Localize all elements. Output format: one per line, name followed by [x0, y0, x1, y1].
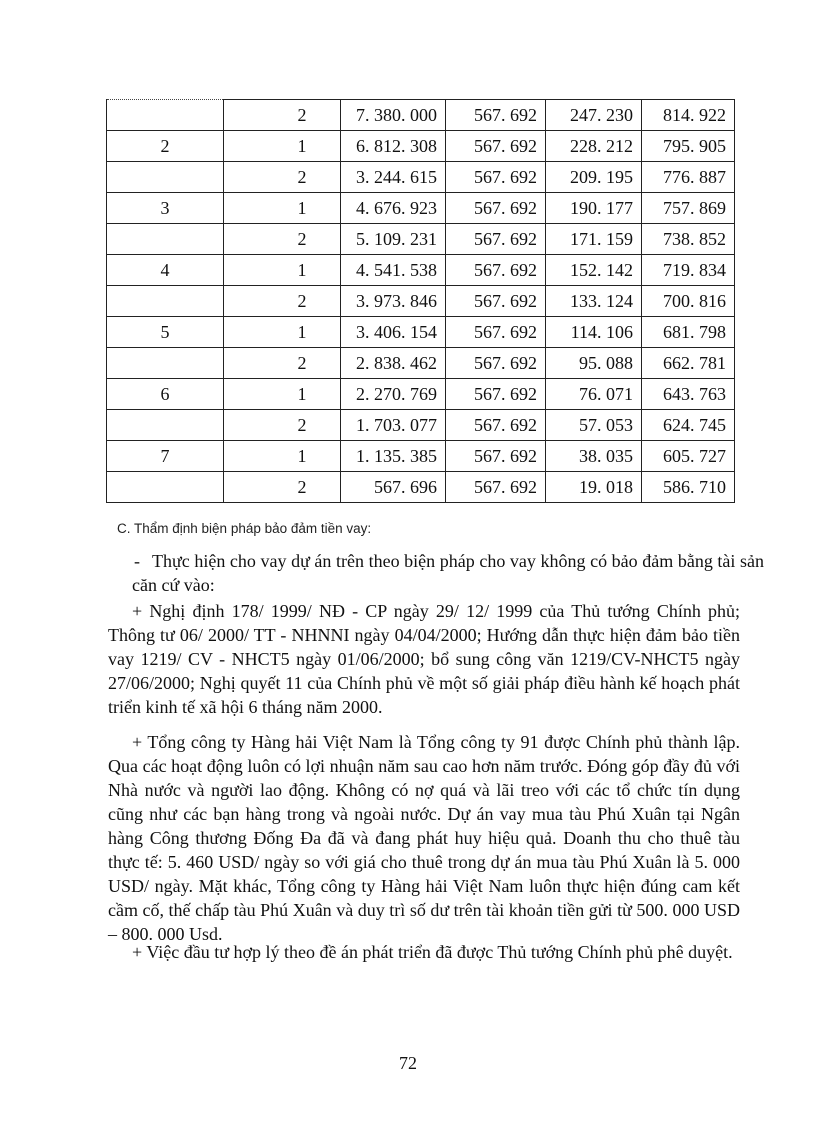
- repayment-cell: 567. 692: [446, 472, 546, 503]
- half-cell: 2: [224, 348, 341, 379]
- interest-cell: 171. 159: [546, 224, 642, 255]
- table-row: [107, 100, 735, 131]
- principal-cell: 7. 380. 000: [341, 100, 446, 131]
- paragraph-corporation: + Tổng công ty Hàng hải Việt Nam là Tổng công ty 91 được Chính phủ thành lập. Qua các hoạt động luôn có lợi nhuận năm sau cao hơn năm trước. Đóng góp đầy đủ với Nhà nước và người lao động. Không có nợ quá và lãi treo với các tổ chức tín dụng cũng như các bạn hàng trong và ngoài nước. Dự án vay mua tàu Phú Xuân tại Ngân hàng Công thương Đống Đa đã và đang phát huy hiệu quả. Doanh thu cho thuê tàu thực tế: 5. 460 USD/ ngày so với giá cho thuê trong dự án mua tàu Phú Xuân là 5. 000 USD/ ngày. Mặt khác, Tổng công ty Hàng hải Việt Nam luôn thực hiện đúng cam kết cầm cố, thế chấp tàu Phú Xuân và duy trì số dư trên tài khoản tiền gửi từ 500. 000 USD – 800. 000 Usd.: [108, 732, 740, 944]
- repayment-cell: 567. 692: [446, 441, 546, 472]
- paragraph-investment: + Việc đầu tư hợp lý theo đề án phát triển đã được Thủ tướng Chính phủ phê duyệt.: [132, 942, 733, 962]
- table-row: [107, 286, 735, 317]
- paragraph-intro-text: Thực hiện cho vay dự án trên theo biện pháp cho vay không có bảo đảm bằng tài sản căn cứ vào:: [132, 551, 764, 595]
- interest-cell: 152. 142: [546, 255, 642, 286]
- total-cell: 586. 710: [642, 472, 735, 503]
- year-cell: 4: [107, 255, 224, 286]
- year-cell: [107, 100, 224, 131]
- year-cell: [107, 472, 224, 503]
- principal-cell: 5. 109. 231: [341, 224, 446, 255]
- repayment-cell: 567. 692: [446, 286, 546, 317]
- section-caption: C. Thẩm định biện pháp bảo đảm tiền vay:: [117, 521, 372, 536]
- year-cell: 2: [107, 131, 224, 162]
- table-row: [107, 410, 735, 441]
- half-cell: 2: [224, 472, 341, 503]
- half-cell: 1: [224, 441, 341, 472]
- principal-cell: 4. 676. 923: [341, 193, 446, 224]
- repayment-cell: 567. 692: [446, 224, 546, 255]
- total-cell: 757. 869: [642, 193, 735, 224]
- total-cell: 795. 905: [642, 131, 735, 162]
- total-cell: 624. 745: [642, 410, 735, 441]
- half-cell: 1: [224, 193, 341, 224]
- repayment-cell: 567. 692: [446, 348, 546, 379]
- year-cell: [107, 224, 224, 255]
- repayment-cell: 567. 692: [446, 410, 546, 441]
- interest-cell: 76. 071: [546, 379, 642, 410]
- half-cell: 2: [224, 224, 341, 255]
- year-cell: 6: [107, 379, 224, 410]
- total-cell: 776. 887: [642, 162, 735, 193]
- interest-cell: 95. 088: [546, 348, 642, 379]
- repayment-cell: 567. 692: [446, 255, 546, 286]
- table-row: [107, 131, 735, 162]
- half-cell: 2: [224, 100, 341, 131]
- total-cell: 719. 834: [642, 255, 735, 286]
- repayment-schedule-table: [106, 99, 735, 503]
- half-cell: 2: [224, 410, 341, 441]
- repayment-cell: 567. 692: [446, 317, 546, 348]
- half-cell: 2: [224, 162, 341, 193]
- paragraph-legal-basis: + Nghị định 178/ 1999/ NĐ - CP ngày 29/ 12/ 1999 của Thủ tướng Chính phủ; Thông tư 06/ 2000/ TT - NHNNI ngày 04/04/2000; Hướng dẫn thực hiện đảm bảo tiền vay 1219/ CV - NHCT5 ngày 01/06/2000; bổ sung công văn 1219/CV-NHCT5 ngày 27/06/2000; Nghị quyết 11 của Chính phủ về một số giải pháp điều hành kế hoạch phát triển kinh tế xã hội 6 tháng năm 2000.: [108, 601, 740, 717]
- paragraph-intro: [108, 549, 764, 597]
- bullet-dash: -: [134, 551, 140, 571]
- year-cell: 5: [107, 317, 224, 348]
- repayment-cell: 567. 692: [446, 131, 546, 162]
- total-cell: 814. 922: [642, 100, 735, 131]
- year-cell: [107, 162, 224, 193]
- principal-cell: 3. 973. 846: [341, 286, 446, 317]
- interest-cell: 38. 035: [546, 441, 642, 472]
- total-cell: 605. 727: [642, 441, 735, 472]
- principal-cell: 3. 406. 154: [341, 317, 446, 348]
- repayment-cell: 567. 692: [446, 379, 546, 410]
- table-row: [107, 224, 735, 255]
- interest-cell: 19. 018: [546, 472, 642, 503]
- interest-cell: 190. 177: [546, 193, 642, 224]
- half-cell: 1: [224, 317, 341, 348]
- table-row: [107, 255, 735, 286]
- half-cell: 1: [224, 379, 341, 410]
- total-cell: 681. 798: [642, 317, 735, 348]
- principal-cell: 2. 838. 462: [341, 348, 446, 379]
- table-row: [107, 472, 735, 503]
- repayment-cell: 567. 692: [446, 162, 546, 193]
- interest-cell: 133. 124: [546, 286, 642, 317]
- interest-cell: 228. 212: [546, 131, 642, 162]
- year-cell: [107, 286, 224, 317]
- table-row: [107, 348, 735, 379]
- total-cell: 738. 852: [642, 224, 735, 255]
- half-cell: 1: [224, 131, 341, 162]
- interest-cell: 114. 106: [546, 317, 642, 348]
- table-body: [107, 100, 735, 503]
- half-cell: 2: [224, 286, 341, 317]
- year-cell: 3: [107, 193, 224, 224]
- year-cell: 7: [107, 441, 224, 472]
- table-row: [107, 379, 735, 410]
- half-cell: 1: [224, 255, 341, 286]
- principal-cell: 2. 270. 769: [341, 379, 446, 410]
- table-row: [107, 162, 735, 193]
- repayment-cell: 567. 692: [446, 100, 546, 131]
- interest-cell: 209. 195: [546, 162, 642, 193]
- principal-cell: 1. 703. 077: [341, 410, 446, 441]
- year-cell: [107, 348, 224, 379]
- principal-cell: 3. 244. 615: [341, 162, 446, 193]
- table-row: [107, 441, 735, 472]
- table-row: [107, 317, 735, 348]
- interest-cell: 247. 230: [546, 100, 642, 131]
- principal-cell: 4. 541. 538: [341, 255, 446, 286]
- page-number: 72: [399, 1053, 417, 1073]
- principal-cell: 6. 812. 308: [341, 131, 446, 162]
- interest-cell: 57. 053: [546, 410, 642, 441]
- principal-cell: 1. 135. 385: [341, 441, 446, 472]
- repayment-cell: 567. 692: [446, 193, 546, 224]
- total-cell: 643. 763: [642, 379, 735, 410]
- year-cell: [107, 410, 224, 441]
- total-cell: 662. 781: [642, 348, 735, 379]
- principal-cell: 567. 696: [341, 472, 446, 503]
- table-row: [107, 193, 735, 224]
- total-cell: 700. 816: [642, 286, 735, 317]
